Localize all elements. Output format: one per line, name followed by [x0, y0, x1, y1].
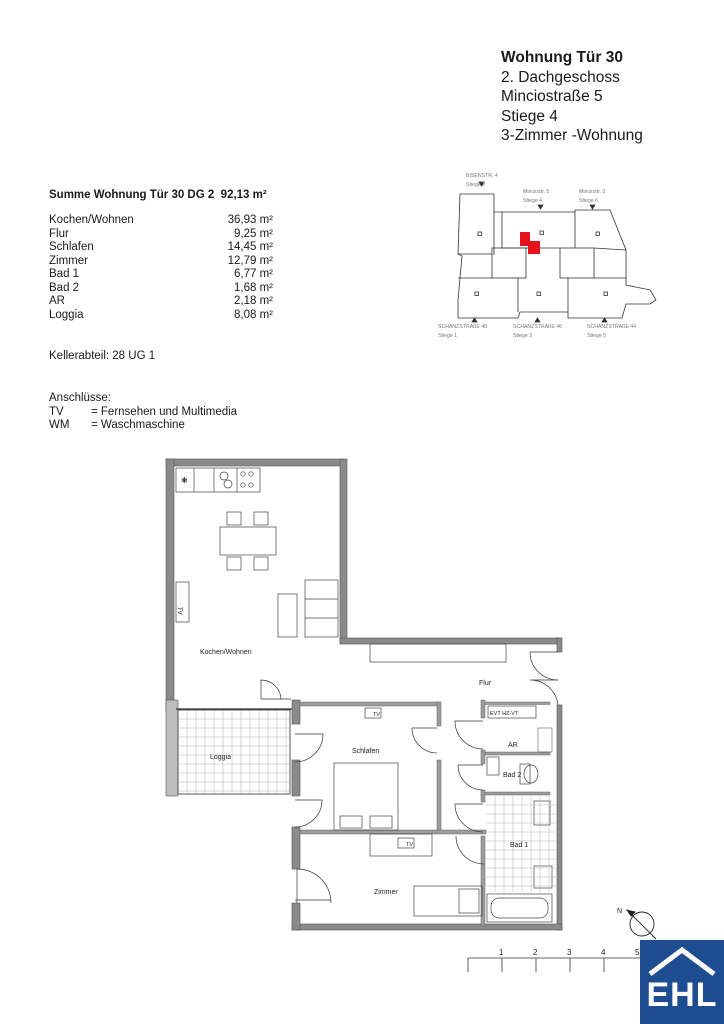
- wall: [481, 700, 485, 718]
- key-plan-marker: [475, 292, 479, 296]
- door-swing: [261, 680, 281, 699]
- sink-icon: [220, 472, 228, 480]
- wall: [485, 792, 550, 795]
- loggia-outline: [178, 710, 290, 794]
- bathtub-inner: [491, 898, 548, 918]
- logo-text: EHL: [646, 976, 718, 1014]
- room-name: Schlafen: [49, 241, 94, 253]
- connection-desc: = Waschmaschine: [91, 419, 185, 431]
- room-name: Zimmer: [49, 254, 88, 267]
- wall: [340, 459, 347, 642]
- room-area: 8,08 m²: [234, 308, 273, 321]
- wall: [300, 702, 440, 706]
- room-area: 6,77 m²: [234, 268, 273, 280]
- wall: [481, 750, 485, 764]
- room-label-flur: Flur: [479, 680, 492, 687]
- hob-icon: [249, 483, 253, 487]
- exterior-walls: [166, 459, 562, 930]
- room-label-zimmer: Zimmer: [374, 889, 398, 896]
- connections-title: Anschlüsse:: [49, 392, 112, 404]
- key-plan-core: [492, 248, 526, 278]
- sofa: [305, 580, 338, 637]
- entrance-arrow-icon: [538, 205, 543, 209]
- hob-icon: [249, 472, 253, 476]
- apartment-stair: Stiege 4: [501, 107, 558, 125]
- wall: [166, 459, 344, 466]
- scale-label: 2: [533, 948, 538, 957]
- key-label-5-stair: Stiege 3: [513, 333, 533, 339]
- wall: [481, 836, 485, 926]
- pillow: [340, 816, 362, 828]
- key-plan-line: [594, 248, 626, 250]
- wall: [292, 700, 300, 724]
- hall-wardrobe: [370, 644, 506, 662]
- connection-desc: = Fernsehen und Multimedia: [91, 405, 238, 418]
- connection-abbr: WM: [49, 419, 70, 431]
- apartment-type: 3-Zimmer -Wohnung: [501, 127, 643, 144]
- key-label-1: BISENSTR. 4: [466, 173, 498, 179]
- room-name: Flur: [49, 227, 69, 240]
- room-area: 36,93 m²: [227, 214, 273, 226]
- shaft: [538, 728, 552, 752]
- connection-abbr: TV: [49, 405, 64, 418]
- key-label-2: Minciostr. 5: [523, 189, 550, 195]
- toilet-tank: [520, 764, 530, 784]
- wall: [300, 830, 486, 834]
- dining-table: [220, 527, 276, 555]
- key-label-6: SCHANZSTRAßE 44: [587, 324, 637, 330]
- evt-label: EVT HZ-VT: [490, 711, 519, 717]
- door-swing: [458, 765, 483, 790]
- room-label-bad2: Bad 2: [503, 772, 522, 779]
- room-label-schlafen: Schlafen: [352, 748, 380, 755]
- kitchen-counter: [176, 468, 260, 492]
- room-name: Loggia: [49, 308, 84, 321]
- wall: [292, 903, 300, 930]
- door-swing: [455, 721, 483, 749]
- tv-outlet-label: TV: [176, 607, 182, 615]
- loggia-grid: [178, 710, 290, 794]
- coffee-table: [278, 594, 297, 637]
- key-plan-marker: [478, 232, 482, 236]
- wall: [292, 827, 300, 869]
- key-plan-marker: [540, 231, 544, 235]
- pillow: [370, 816, 392, 828]
- wall: [437, 760, 441, 832]
- entrance-arrow-icon: [535, 318, 540, 322]
- north-arrow-icon: [617, 908, 656, 939]
- chair: [254, 512, 268, 525]
- entrance-arrow-icon: [472, 318, 477, 322]
- door-swing: [295, 800, 322, 827]
- svg-text:N: N: [617, 908, 623, 915]
- room-name: Kochen/Wohnen: [49, 214, 134, 226]
- door-swing: [455, 804, 483, 832]
- apartment-title: Wohnung Tür 30: [501, 49, 623, 66]
- key-plan-marker: [596, 232, 600, 236]
- house-roof-icon: [640, 940, 724, 980]
- room-label-ar: AR: [508, 742, 518, 749]
- room-name: Bad 1: [49, 268, 80, 280]
- door-swing: [530, 652, 558, 680]
- wash-basin: [534, 801, 550, 825]
- room-label-kochen: Kochen/Wohnen: [200, 649, 252, 656]
- tv-cabinet: [176, 582, 189, 622]
- tv-outlet-label-bedroom: TV: [373, 712, 381, 718]
- hob-icon: [241, 483, 245, 487]
- wall: [481, 790, 485, 802]
- door-swing: [297, 869, 331, 903]
- key-label-4-stair: Stiege 1: [438, 333, 458, 339]
- wash-basin: [487, 757, 499, 775]
- key-label-5: SCHANZSTRAßE 46: [513, 324, 563, 330]
- key-label-1-stair: Stiege 2: [466, 182, 486, 188]
- door-swing: [295, 734, 323, 762]
- key-plan-marker: [537, 292, 541, 296]
- scale-bar: [468, 958, 640, 972]
- summary-total: 92,13 m²: [220, 189, 267, 201]
- sink-icon: [224, 480, 232, 488]
- room-area: 9,25 m²: [234, 227, 273, 240]
- ehl-logo: [640, 940, 724, 1024]
- room-area: 14,45 m²: [227, 241, 273, 253]
- chair: [227, 512, 241, 525]
- wall: [485, 702, 550, 705]
- entrance-arrow-icon: [590, 205, 595, 209]
- room-area: 12,79 m²: [227, 254, 273, 267]
- double-bed: [334, 763, 398, 830]
- key-plan-outline: [458, 194, 656, 318]
- summary-title-text: Summe Wohnung Tür 30 DG 2: [49, 189, 215, 201]
- room-area: 2,18 m²: [234, 295, 273, 307]
- key-label-3-stair: Stiege 6: [579, 198, 599, 204]
- wall: [340, 638, 560, 644]
- wall: [292, 924, 562, 930]
- scale-labels: [499, 948, 640, 957]
- room-area: 1,68 m²: [234, 281, 273, 294]
- scale-label: 1: [499, 948, 504, 957]
- key-plan-core: [560, 248, 594, 278]
- room-labels: [200, 649, 528, 896]
- wall: [557, 638, 562, 652]
- wall: [292, 760, 300, 796]
- pillow: [459, 889, 479, 913]
- entrance-arrow-icon: [602, 318, 607, 322]
- scale-label: 3: [567, 948, 572, 957]
- key-plan: [458, 182, 656, 322]
- wall: [557, 705, 562, 930]
- key-label-3: Minciostr. 3: [579, 189, 606, 195]
- scale-label: 5: [635, 948, 640, 957]
- loggia-wall: [166, 700, 178, 796]
- door-swing: [530, 680, 558, 705]
- hob-icon: [241, 472, 245, 476]
- tv-outlet-label-room: TV: [406, 842, 414, 848]
- floor-plan: [166, 459, 562, 930]
- room-name: AR: [49, 295, 65, 307]
- room-name: Bad 2: [49, 281, 80, 294]
- door-swing: [412, 728, 437, 753]
- desk: [370, 834, 432, 856]
- cellar-compartment: Kellerabteil: 28 UG 1: [49, 350, 156, 362]
- single-bed: [414, 886, 482, 916]
- key-label-2-stair: Stiege 4: [523, 198, 543, 204]
- toilet-icon: [524, 765, 538, 783]
- interior-walls: [300, 700, 552, 926]
- fridge-icon: ✱: [181, 476, 188, 485]
- room-label-loggia: Loggia: [210, 754, 232, 761]
- key-plan-marker: [604, 292, 608, 296]
- wall: [485, 752, 550, 755]
- apartment-street: Minciostraße 5: [501, 88, 603, 105]
- wall: [166, 459, 174, 712]
- key-plan-unit-highlight: [520, 232, 540, 254]
- key-label-4: SCHANZSTRAßE 48: [438, 324, 488, 330]
- chair: [254, 557, 268, 570]
- door-swing: [456, 836, 484, 864]
- wall: [437, 702, 441, 726]
- key-label-6-stair: Stiege 5: [587, 333, 607, 339]
- bedroom-furniture: [334, 708, 482, 916]
- scale-label: 4: [601, 948, 606, 957]
- loggia-tiles: [178, 710, 290, 794]
- room-label-bad1: Bad 1: [510, 842, 529, 849]
- chair: [227, 557, 241, 570]
- apartment-floor: 2. Dachgeschoss: [501, 68, 620, 86]
